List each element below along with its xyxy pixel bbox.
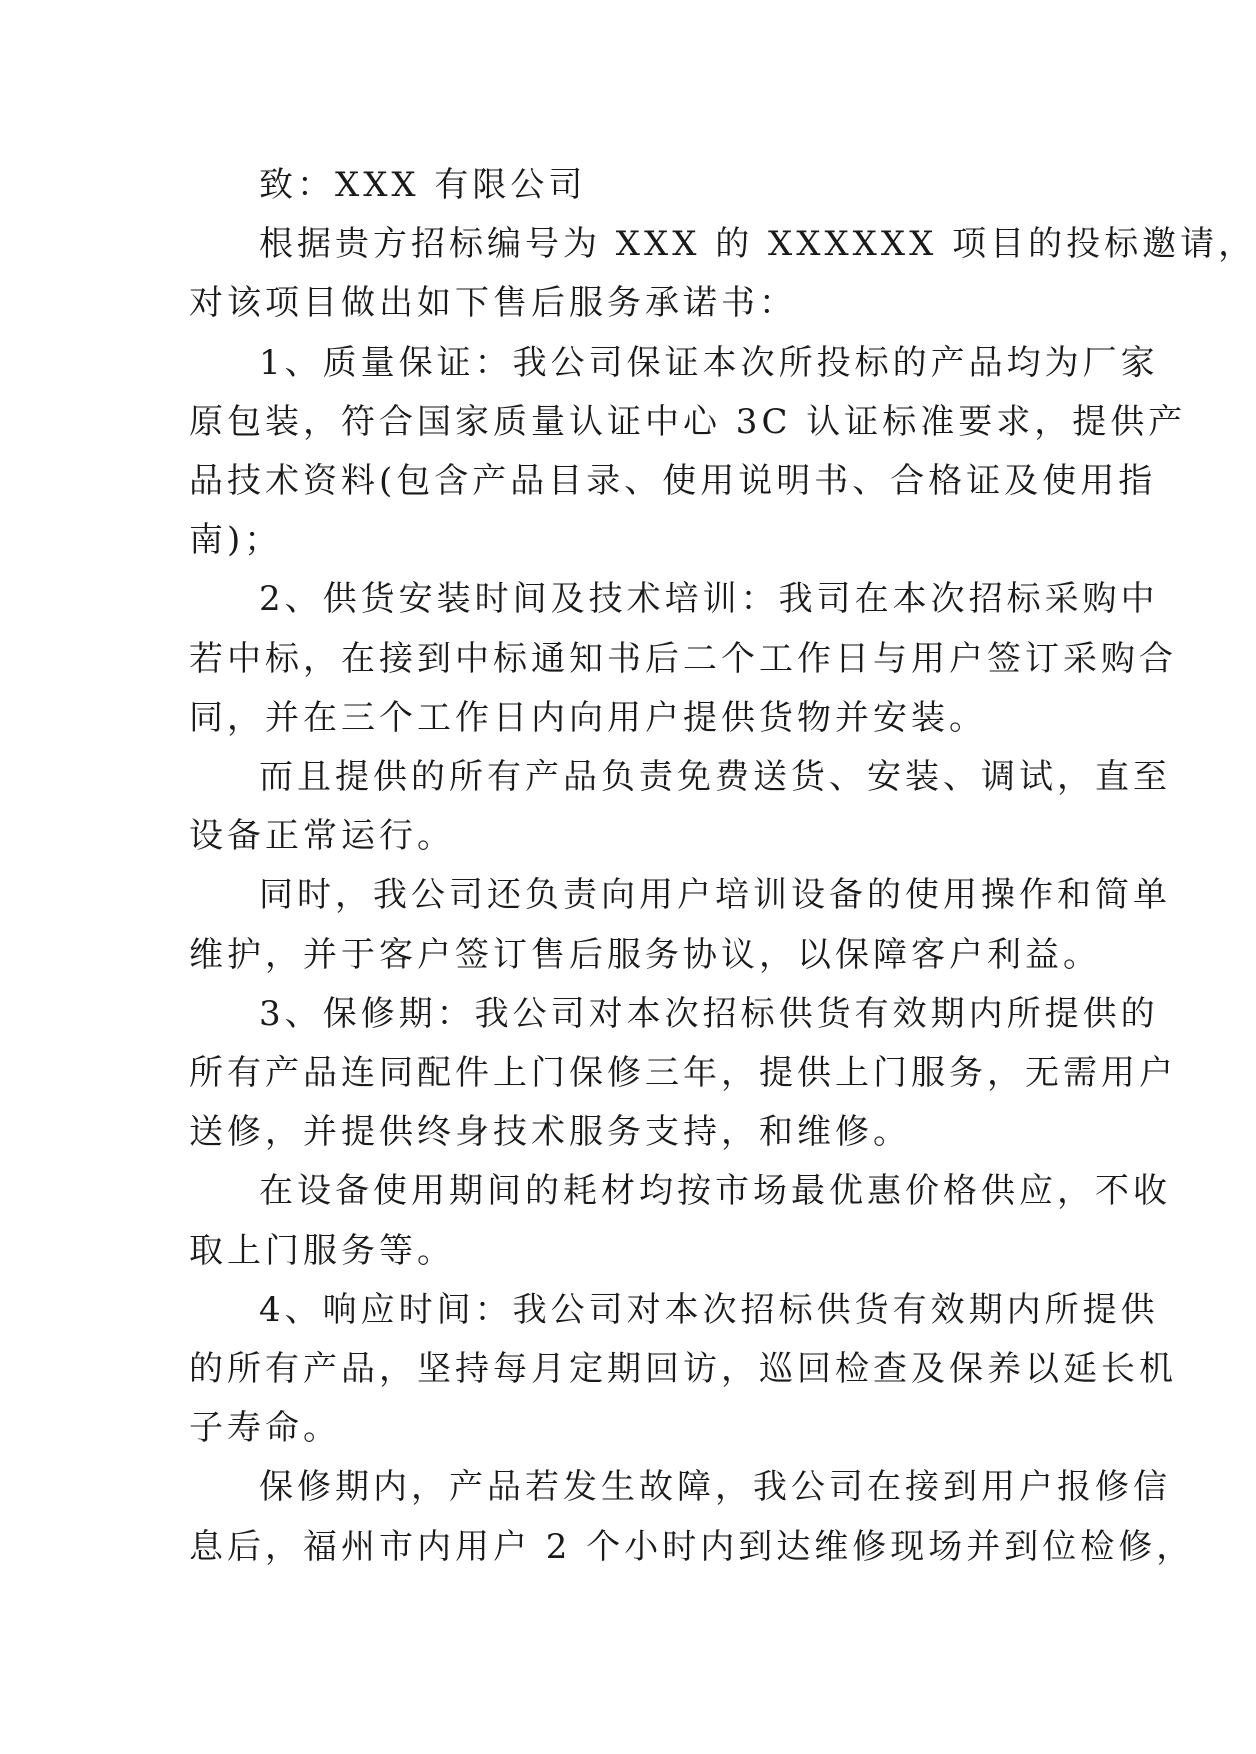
text-line: 所有产品连同配件上门保修三年，提供上门服务，无需用户 bbox=[189, 1053, 1177, 1094]
salutation bbox=[189, 156, 1049, 215]
text-line: 2、供货安装时间及技术培训：我司在本次招标采购中 bbox=[259, 579, 1159, 620]
text-line: 3、保修期：我公司对本次招标供货有效期内所提供的 bbox=[259, 993, 1159, 1034]
text-line: 维护，并于客户签订售后服务协议，以保障客户利益。 bbox=[189, 934, 1101, 975]
text-line: 子寿命。 bbox=[189, 1408, 341, 1449]
text-line: 息后，福州市内用户 2 个小时内到达维修现场并到位检修， bbox=[189, 1526, 1195, 1567]
text-line: 设备正常运行。 bbox=[189, 816, 455, 857]
text-line: 若中标，在接到中标通知书后二个工作日与用户签订采购合 bbox=[189, 638, 1177, 679]
paragraph-warranty bbox=[189, 985, 1177, 1163]
paragraph-fault bbox=[189, 1458, 1195, 1576]
text-line: 的所有产品，坚持每月定期回访，巡回检查及保养以延长机 bbox=[189, 1349, 1177, 1390]
text-line: 原包装，符合国家质量认证中心 3C 认证标准要求，提供产 bbox=[189, 401, 1187, 442]
paragraph-intro bbox=[189, 215, 1256, 333]
paragraph-free-service bbox=[189, 748, 1171, 866]
paragraph-delivery bbox=[189, 570, 1177, 748]
text-line: 1、质量保证：我公司保证本次所投标的产品均为厂家 bbox=[259, 342, 1159, 383]
text-line: 品技术资料(包含产品目录、使用说明书、合格证及使用指 bbox=[189, 461, 1157, 502]
text-line: 南)； bbox=[189, 520, 283, 561]
text-line: 送修，并提供终身技术服务支持，和维修。 bbox=[189, 1112, 911, 1153]
paragraph-consumables bbox=[189, 1162, 1171, 1280]
paragraph-response bbox=[189, 1281, 1177, 1459]
salutation-text: 致：XXX 有限公司 bbox=[259, 165, 587, 205]
text-line: 保修期内，产品若发生故障，我公司在接到用户报修信 bbox=[259, 1467, 1171, 1508]
text-line: 取上门服务等。 bbox=[189, 1230, 455, 1271]
document-body bbox=[189, 156, 1256, 1577]
text-line: 对该项目做出如下售后服务承诺书： bbox=[189, 283, 797, 324]
text-line: 根据贵方招标编号为 XXX 的 XXXXXX 项目的投标邀请， bbox=[259, 224, 1256, 265]
text-line: 同，并在三个工作日内向用户提供货物并安装。 bbox=[189, 697, 987, 738]
text-line: 而且提供的所有产品负责免费送货、安装、调试，直至 bbox=[259, 757, 1171, 798]
text-line: 在设备使用期间的耗材均按市场最优惠价格供应，不收 bbox=[259, 1171, 1171, 1212]
text-line: 4、响应时间：我公司对本次招标供货有效期内所提供 bbox=[259, 1289, 1159, 1330]
paragraph-quality bbox=[189, 334, 1187, 571]
paragraph-training bbox=[189, 866, 1171, 984]
text-line: 同时，我公司还负责向用户培训设备的使用操作和简单 bbox=[259, 875, 1171, 916]
